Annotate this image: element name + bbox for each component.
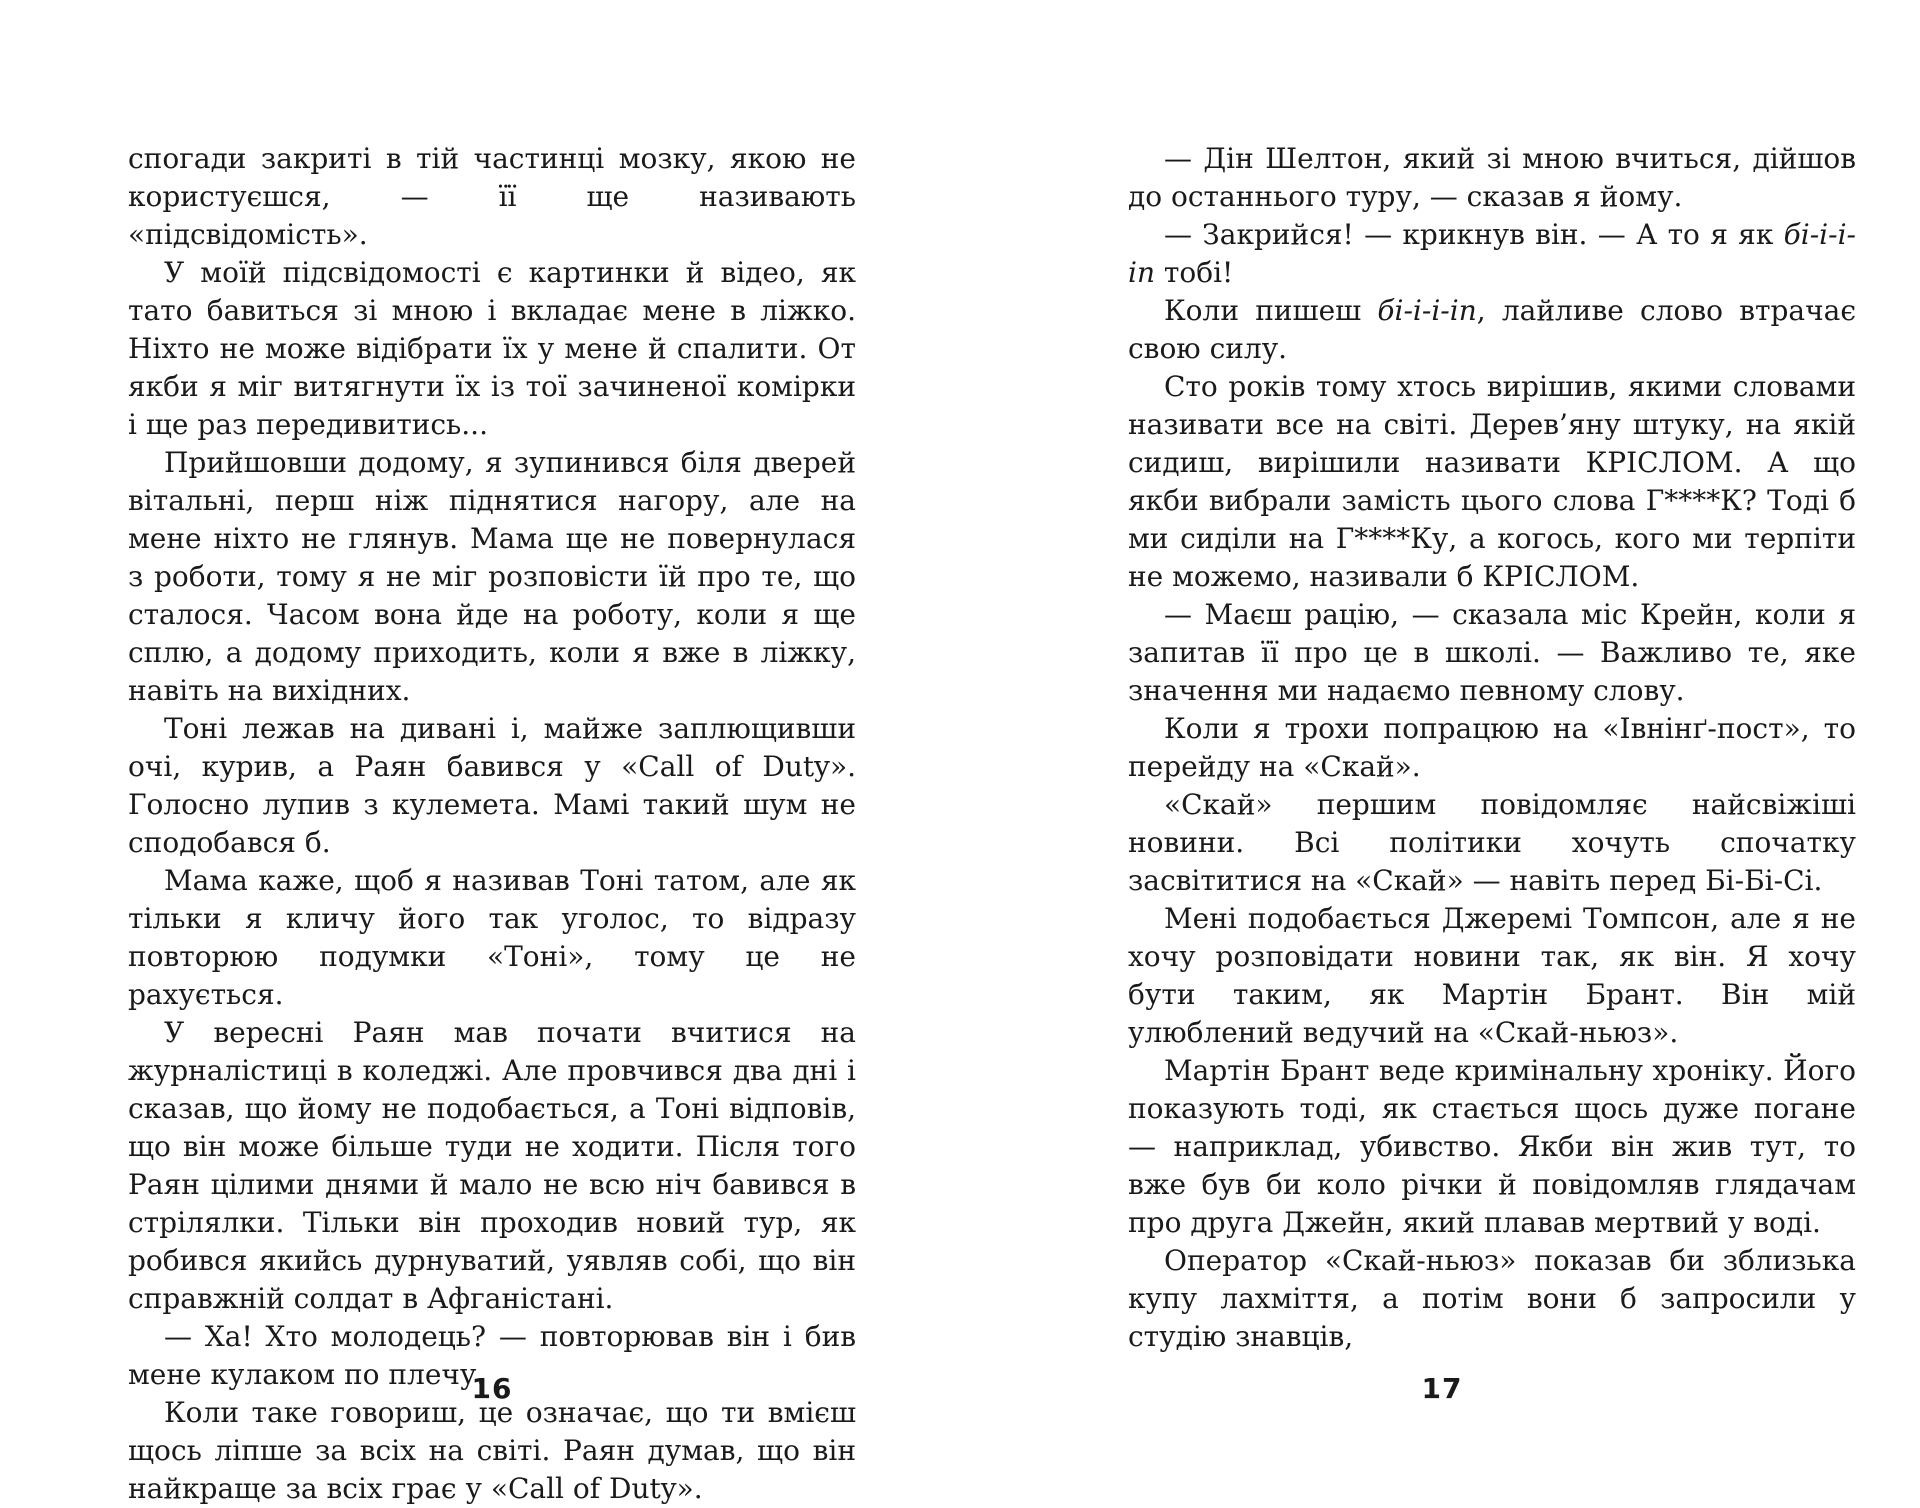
paragraph: Оператор «Скай-ньюз» показав би зблизька купу лахміття, а потім вони б запросили у студію знавців, <box>1128 1244 1856 1353</box>
paragraph: Мама каже, щоб я називав Тоні татом, але як тільки я кличу його так уголос, то відразу повторюю подумки «Тоні», тому це не рахується. <box>128 864 856 1011</box>
paragraph <box>1128 292 1856 368</box>
right-page-text <box>1128 140 1856 1356</box>
paragraph: У моїй підсвідомості є картинки й відео, як тато бавиться зі мною і вкладає мене в ліжко. Ніхто не може відібрати їх у мене й спалити. От якби я міг витягнути їх із тої зачиненої комірки і ще раз передивитись... <box>128 256 856 441</box>
paragraph: — Ха! Хто молодець? — повторював він і бив мене кулаком по плечу. <box>128 1320 856 1391</box>
left-page-text <box>128 140 856 1508</box>
paragraph: Сто років тому хтось вирішив, якими словами називати все на світі. Дерев’яну штуку, на якій сидиш, вирішили називати КРІСЛОМ. А що якби вибрали замість цього слова Г****К? Тоді б ми сиділи на Г****Ку, а когось, кого ми терпіти не можемо, називали б КРІСЛОМ. <box>1128 370 1856 593</box>
text-run: — Закрийся! — крикнув він. — А то я як <box>1164 218 1784 251</box>
text-run: , лайливе слово втрачає свою силу. <box>1128 294 1857 365</box>
paragraph: Мартін Брант веде кримінальну хроніку. Його показують тоді, як стається щось дуже погане — наприклад, убивство. Якби він жив тут, то вже був би коло річки й повідомляв глядачам про друга Джейн, який плавав мертвий у воді. <box>1128 1054 1856 1239</box>
paragraph: Тоні лежав на дивані і, майже заплющивши очі, курив, а Раян бавився у «Call of Duty». Голосно лупив з кулемета. Мамі такий шум не сподобався б. <box>128 712 856 859</box>
paragraph: — Дін Шелтон, який зі мною вчиться, дійшов до останнього туру, — сказав я йому. <box>1128 142 1856 213</box>
paragraph <box>1128 216 1856 292</box>
paragraph: Коли я трохи попрацюю на «Івнінґ-пост», то перейду на «Скай». <box>1128 712 1856 783</box>
paragraph: Мені подобається Джеремі Томпсон, але я не хочу розповідати новини так, як він. Я хочу бути таким, як Мартін Брант. Він мій улюблений ведучий на «Скай-ньюз». <box>1128 902 1856 1049</box>
paragraph: Коли таке говориш, це означає, що ти вмієш щось ліпше за всіх на світі. Раян думав, що він найкраще за всіх грає у «Call of Duty». <box>128 1396 856 1505</box>
italic-censored-word: бі-і-і-іп <box>1377 294 1477 327</box>
paragraph: Прийшовши додому, я зупинився біля дверей вітальні, перш ніж піднятися нагору, але на мене ніхто не глянув. Мама ще не повернулася з роботи, тому я не міг розповісти їй про те, що сталося. Часом вона йде на роботу, коли я ще сплю, а додому приходить, коли я вже в ліжку, навіть на вихідних. <box>128 446 856 707</box>
paragraph: — Маєш рацію, — сказала міс Крейн, коли я запитав її про це в школі. — Важливо те, яке значення ми надаємо певному слову. <box>1128 598 1856 707</box>
paragraph: спогади закриті в тій частинці мозку, якою не користуєшся, — її ще називають «підсвідомість». <box>128 142 856 251</box>
italic-censored-word: бі-і-і-іп <box>1128 218 1856 289</box>
page-number-left: 16 <box>471 1372 513 1405</box>
text-run: Коли пишеш <box>1164 294 1378 327</box>
paragraph: У вересні Раян мав почати вчитися на журналістиці в коледжі. Але провчився два дні і сказав, що йому не подобається, а Тоні відповів, що він може більше туди не ходити. Після того Раян цілими днями й мало не всю ніч бавився в стрілялки. Тільки він проходив новий тур, як робився якийсь дурнуватий, уявляв собі, що він справжній солдат в Афганістані. <box>128 1016 856 1315</box>
paragraph: «Скай» першим повідомляє найсвіжіші новини. Всі політики хочуть спочатку засвітитися на «Скай» — навіть перед Бі-Бі-Сі. <box>1128 788 1856 897</box>
text-run: тобі! <box>1155 256 1234 289</box>
page-number-right: 17 <box>1421 1372 1463 1405</box>
